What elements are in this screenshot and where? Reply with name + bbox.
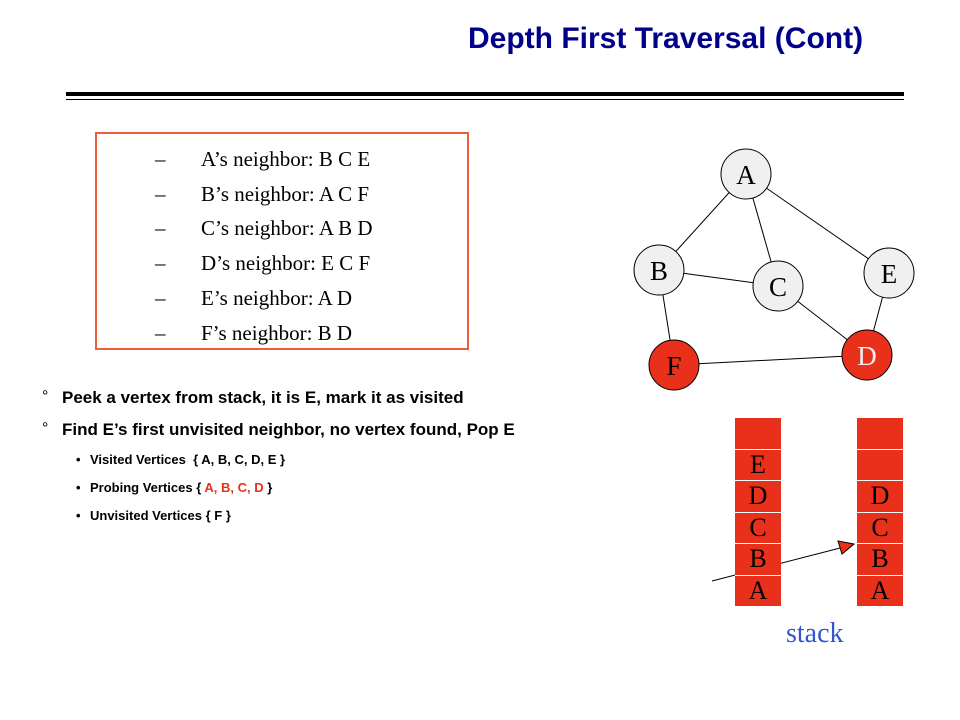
edge-f-d xyxy=(674,355,867,365)
sub-bullet-visited: • Visited Vertices { A, B, C, D, E } xyxy=(76,452,286,467)
node-a-label: A xyxy=(736,160,756,190)
stack-after-cell-d: D xyxy=(857,480,903,511)
stack-after-cell-empty xyxy=(857,449,903,480)
bullet-find: ° Find E’s first unvisited neighbor, no vertex found, Pop E xyxy=(42,420,515,439)
sub-bullet-unvisited: • Unvisited Vertices { F } xyxy=(76,508,231,523)
stack-before-cell-e: E xyxy=(735,449,781,480)
stack-after-cell-c: C xyxy=(857,512,903,543)
stack-before-cell-b: B xyxy=(735,543,781,574)
neighbor-line-d: – D’s neighbor: E C F xyxy=(155,251,371,275)
stack-before-cell-c: C xyxy=(735,512,781,543)
neighbor-line-f: – F’s neighbor: B D xyxy=(155,321,353,345)
neighbor-line-a: – A’s neighbor: B C E xyxy=(155,147,371,171)
stack-after xyxy=(857,418,903,606)
neighbor-line-c: – C’s neighbor: A B D xyxy=(155,216,373,240)
sub-bullet-probing: • Probing Vertices { A, B, C, D } xyxy=(76,480,273,495)
stack-after-cell-b: B xyxy=(857,543,903,574)
node-d-label: D xyxy=(857,341,877,371)
stack-before-cell-d: D xyxy=(735,480,781,511)
stack-after-cell-a: A xyxy=(857,575,903,606)
arrow-head xyxy=(838,541,854,554)
node-b-label: B xyxy=(649,256,669,286)
neighbor-line-b: – B’s neighbor: A C F xyxy=(155,182,370,206)
neighbor-line-e: – E’s neighbor: A D xyxy=(155,286,353,310)
bullet-peek: ° Peek a vertex from stack, it is E, mark it as visited xyxy=(42,388,464,407)
node-e-label: E xyxy=(880,259,898,289)
stack-before-cell-a: A xyxy=(735,575,781,606)
edge-a-e xyxy=(746,174,889,273)
stack-label: stack xyxy=(786,618,844,649)
stack-before xyxy=(735,418,781,606)
node-f-label: F xyxy=(666,351,682,381)
slide-title: Depth First Traversal (Cont) xyxy=(468,22,864,55)
node-c-label: C xyxy=(768,272,788,302)
